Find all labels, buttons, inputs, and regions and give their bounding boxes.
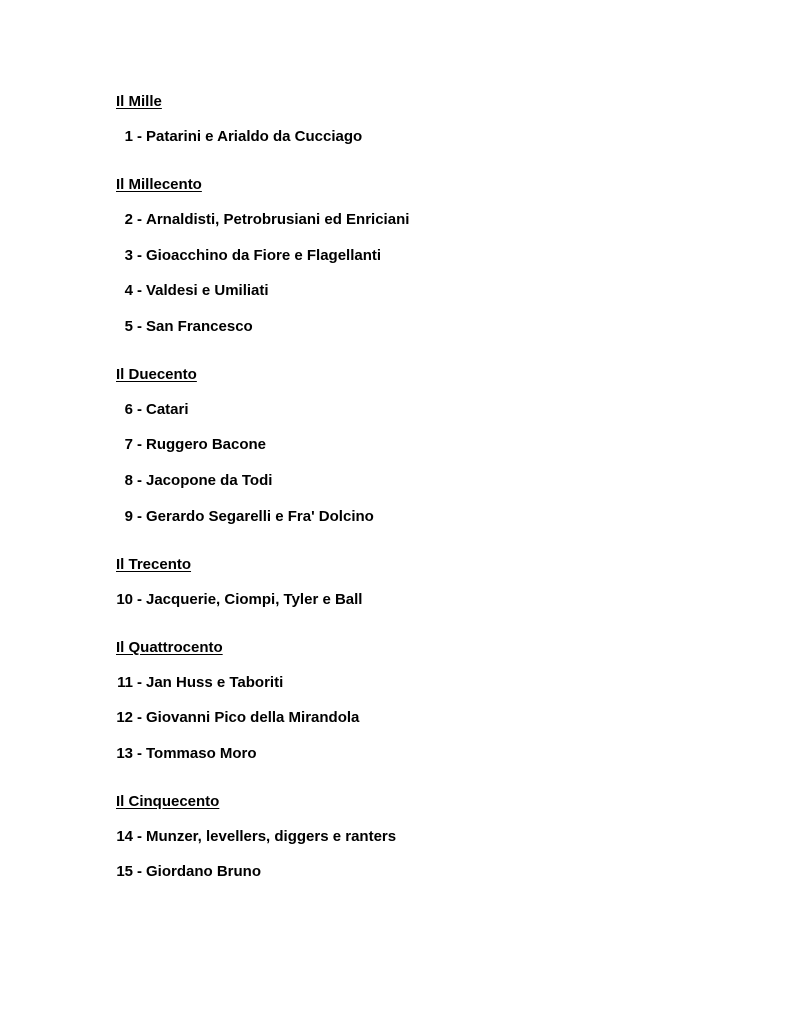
item-separator: - xyxy=(137,590,142,608)
document-body xyxy=(116,92,756,910)
list-item xyxy=(116,246,756,266)
item-number: 1 xyxy=(124,128,133,145)
item-separator: - xyxy=(137,211,142,228)
section-heading: Il Quattrocento xyxy=(116,638,223,656)
item-number: 9 xyxy=(124,507,133,525)
section-il-millecento xyxy=(116,175,756,337)
list-item xyxy=(116,400,756,420)
section-il-cinquecento xyxy=(116,792,756,883)
section-il-quattrocento xyxy=(116,638,756,764)
list-item xyxy=(116,317,756,337)
item-title: Ruggero Bacone xyxy=(146,436,267,454)
list-item xyxy=(116,862,756,882)
item-separator: - xyxy=(137,282,142,300)
item-number: 13 xyxy=(116,744,133,762)
list-item xyxy=(116,827,756,847)
item-number: 4 xyxy=(124,282,133,300)
item-title: Jan Huss e Taboriti xyxy=(146,673,284,691)
item-title: Jacquerie, Ciompi, Tyler e Ball xyxy=(146,590,363,608)
item-separator: - xyxy=(137,436,142,454)
item-title: Valdesi e Umiliati xyxy=(146,282,269,300)
item-title: Giordano Bruno xyxy=(146,863,261,881)
item-separator: - xyxy=(137,507,142,525)
item-title: Gioacchino da Fiore e Flagellanti xyxy=(146,246,382,264)
item-number: 6 xyxy=(124,400,133,418)
list-item xyxy=(116,744,756,764)
list-item xyxy=(116,281,756,301)
item-number: 5 xyxy=(124,317,133,335)
item-title: Giovanni Pico della Mirandola xyxy=(146,709,360,727)
item-number: 7 xyxy=(124,436,133,454)
list-item xyxy=(116,673,756,693)
item-separator: - xyxy=(137,673,142,691)
item-number: 14 xyxy=(116,827,133,845)
item-number: 8 xyxy=(124,471,133,489)
item-title: San Francesco xyxy=(146,317,253,335)
item-number: 12 xyxy=(116,709,133,727)
section-heading: Il Millecento xyxy=(116,176,202,193)
item-separator: - xyxy=(137,863,142,881)
section-il-mille xyxy=(116,92,756,147)
item-number: 2 xyxy=(124,211,133,228)
section-heading: Il Duecento xyxy=(116,365,197,383)
item-title: Patarini e Arialdo da Cucciago xyxy=(146,128,363,145)
item-title: Jacopone da Todi xyxy=(146,471,273,489)
item-separator: - xyxy=(137,471,142,489)
item-number: 15 xyxy=(116,863,133,881)
item-separator: - xyxy=(137,246,142,264)
item-number: 3 xyxy=(124,246,133,264)
item-number: 11 xyxy=(117,673,133,691)
list-item xyxy=(116,507,756,527)
list-item xyxy=(116,471,756,491)
item-separator: - xyxy=(137,128,142,145)
section-heading: Il Mille xyxy=(116,93,162,110)
item-number: 10 xyxy=(116,590,133,608)
item-separator: - xyxy=(137,827,142,845)
list-item xyxy=(116,127,756,147)
item-separator: - xyxy=(137,709,142,727)
item-title: Gerardo Segarelli e Fra' Dolcino xyxy=(146,507,374,525)
item-title: Catari xyxy=(146,400,189,418)
list-item xyxy=(116,590,756,610)
item-title: Arnaldisti, Petrobrusiani ed Enriciani xyxy=(146,211,410,228)
section-heading: Il Trecento xyxy=(116,555,192,573)
list-item xyxy=(116,708,756,728)
section-il-trecento xyxy=(116,555,756,610)
item-title: Munzer, levellers, diggers e ranters xyxy=(146,827,397,845)
item-separator: - xyxy=(137,744,142,762)
list-item xyxy=(116,435,756,455)
item-title: Tommaso Moro xyxy=(146,744,257,762)
list-item xyxy=(116,210,756,230)
item-separator: - xyxy=(137,400,142,418)
section-heading: Il Cinquecento xyxy=(116,792,220,810)
section-il-duecento xyxy=(116,365,756,527)
item-separator: - xyxy=(137,317,142,335)
